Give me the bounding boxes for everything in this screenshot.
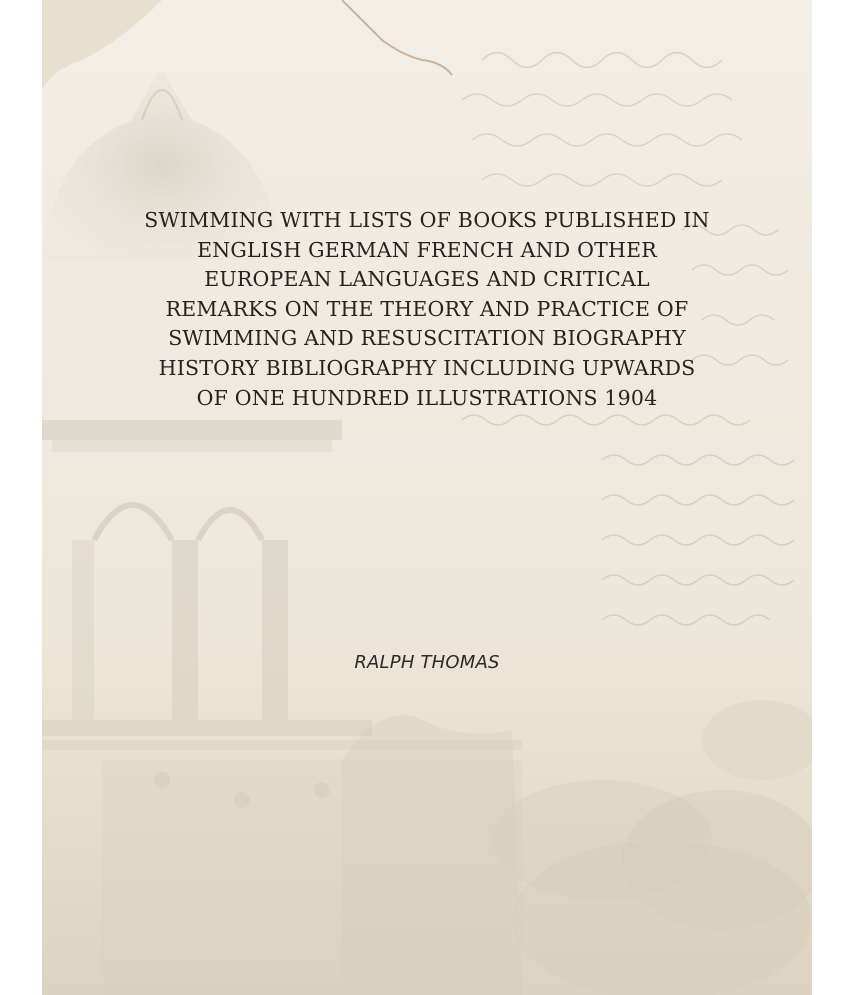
title-line: ENGLISH GERMAN FRENCH AND OTHER — [197, 237, 657, 262]
faded-background-illustration — [42, 0, 812, 995]
title-line: SWIMMING AND RESUSCITATION BIOGRAPHY — [168, 326, 686, 351]
book-cover — [42, 0, 812, 995]
title-line: EUROPEAN LANGUAGES AND CRITICAL — [204, 267, 650, 292]
book-author: RALPH THOMAS — [354, 652, 500, 673]
title-line: REMARKS ON THE THEORY AND PRACTICE OF — [165, 296, 689, 321]
title-line: HISTORY BIBLIOGRAPHY INCLUDING UPWARDS — [158, 355, 696, 380]
title-line: SWIMMING WITH LISTS OF BOOKS PUBLISHED IN — [144, 208, 710, 232]
title-line: OF ONE HUNDRED ILLUSTRATIONS 1904 — [196, 385, 658, 410]
book-title — [42, 206, 812, 413]
